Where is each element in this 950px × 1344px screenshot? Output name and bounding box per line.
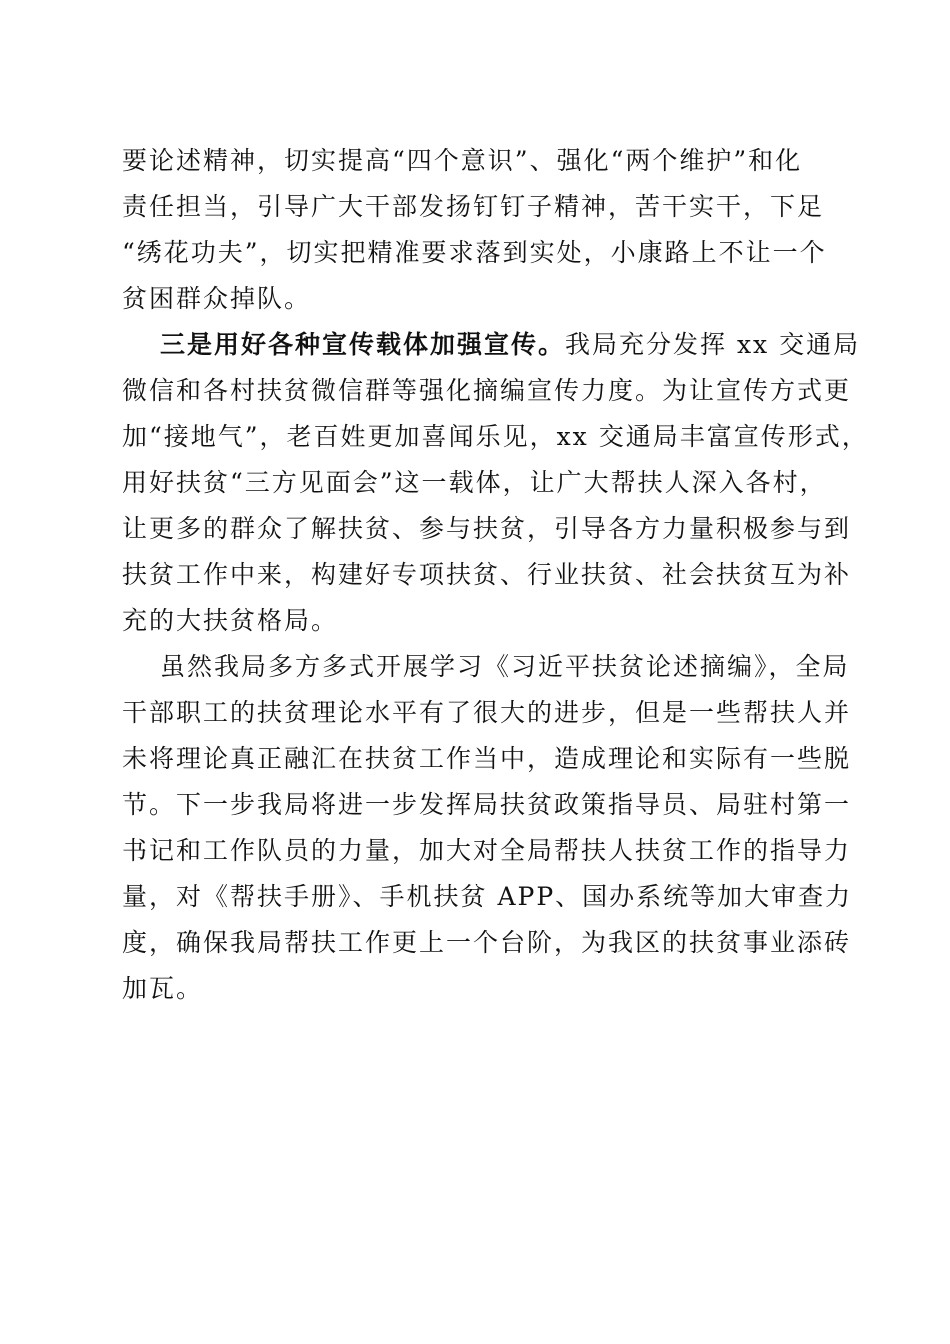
- section-heading: 三是用好各种宣传载体加强宣传。: [160, 330, 566, 359]
- text-line: 充的大扶贫格局。: [122, 606, 339, 635]
- text-line: 加“接地气”，老百姓更加喜闻乐见，xx 交通局丰富宣传形式，: [122, 422, 869, 451]
- text-line: 量，对《帮扶手册》、手机扶贫 APP、国办系统等加大审查力: [122, 882, 853, 911]
- text-line: 节。下一步我局将进一步发挥局扶贫政策指导员、局驻村第一: [122, 790, 852, 819]
- text-line: 责任担当，引导广大干部发扬钉钉子精神，苦干实干，下足: [122, 192, 825, 221]
- text-span: 我局充分发挥 xx 交通局: [565, 330, 861, 359]
- text-line: 干部职工的扶贫理论水平有了很大的进步，但是一些帮扶人并: [122, 698, 852, 727]
- text-line: 扶贫工作中来，构建好专项扶贫、行业扶贫、社会扶贫互为补: [122, 560, 852, 589]
- text-line: 加瓦。: [122, 974, 204, 1003]
- paragraph-first-line: 虽然我局多方多式开展学习《习近平扶贫论述摘编》，全局: [160, 652, 850, 681]
- text-line: 要论述精神，切实提高“四个意识”、强化“两个维护”和化: [122, 146, 803, 175]
- text-line: 书记和工作队员的力量，加大对全局帮扶人扶贫工作的指导力: [122, 836, 852, 865]
- text-line: 让更多的群众了解扶贫、参与扶贫，引导各方力量积极参与到: [122, 514, 852, 543]
- text-line: 贫困群众掉队。: [122, 284, 312, 313]
- paragraph-first-line: [160, 330, 861, 360]
- text-line: “绣花功夫”，切实把精准要求落到实处，小康路上不让一个: [122, 238, 827, 267]
- text-line: 微信和各村扶贫微信群等强化摘编宣传力度。为让宣传方式更: [122, 376, 852, 405]
- text-line: 度，确保我局帮扶工作更上一个台阶，为我区的扶贫事业添砖: [122, 928, 852, 957]
- text-line: 未将理论真正融汇在扶贫工作当中，造成理论和实际有一些脱: [122, 744, 852, 773]
- text-line: 用好扶贫“三方见面会”这一载体，让广大帮扶人深入各村，: [122, 468, 827, 497]
